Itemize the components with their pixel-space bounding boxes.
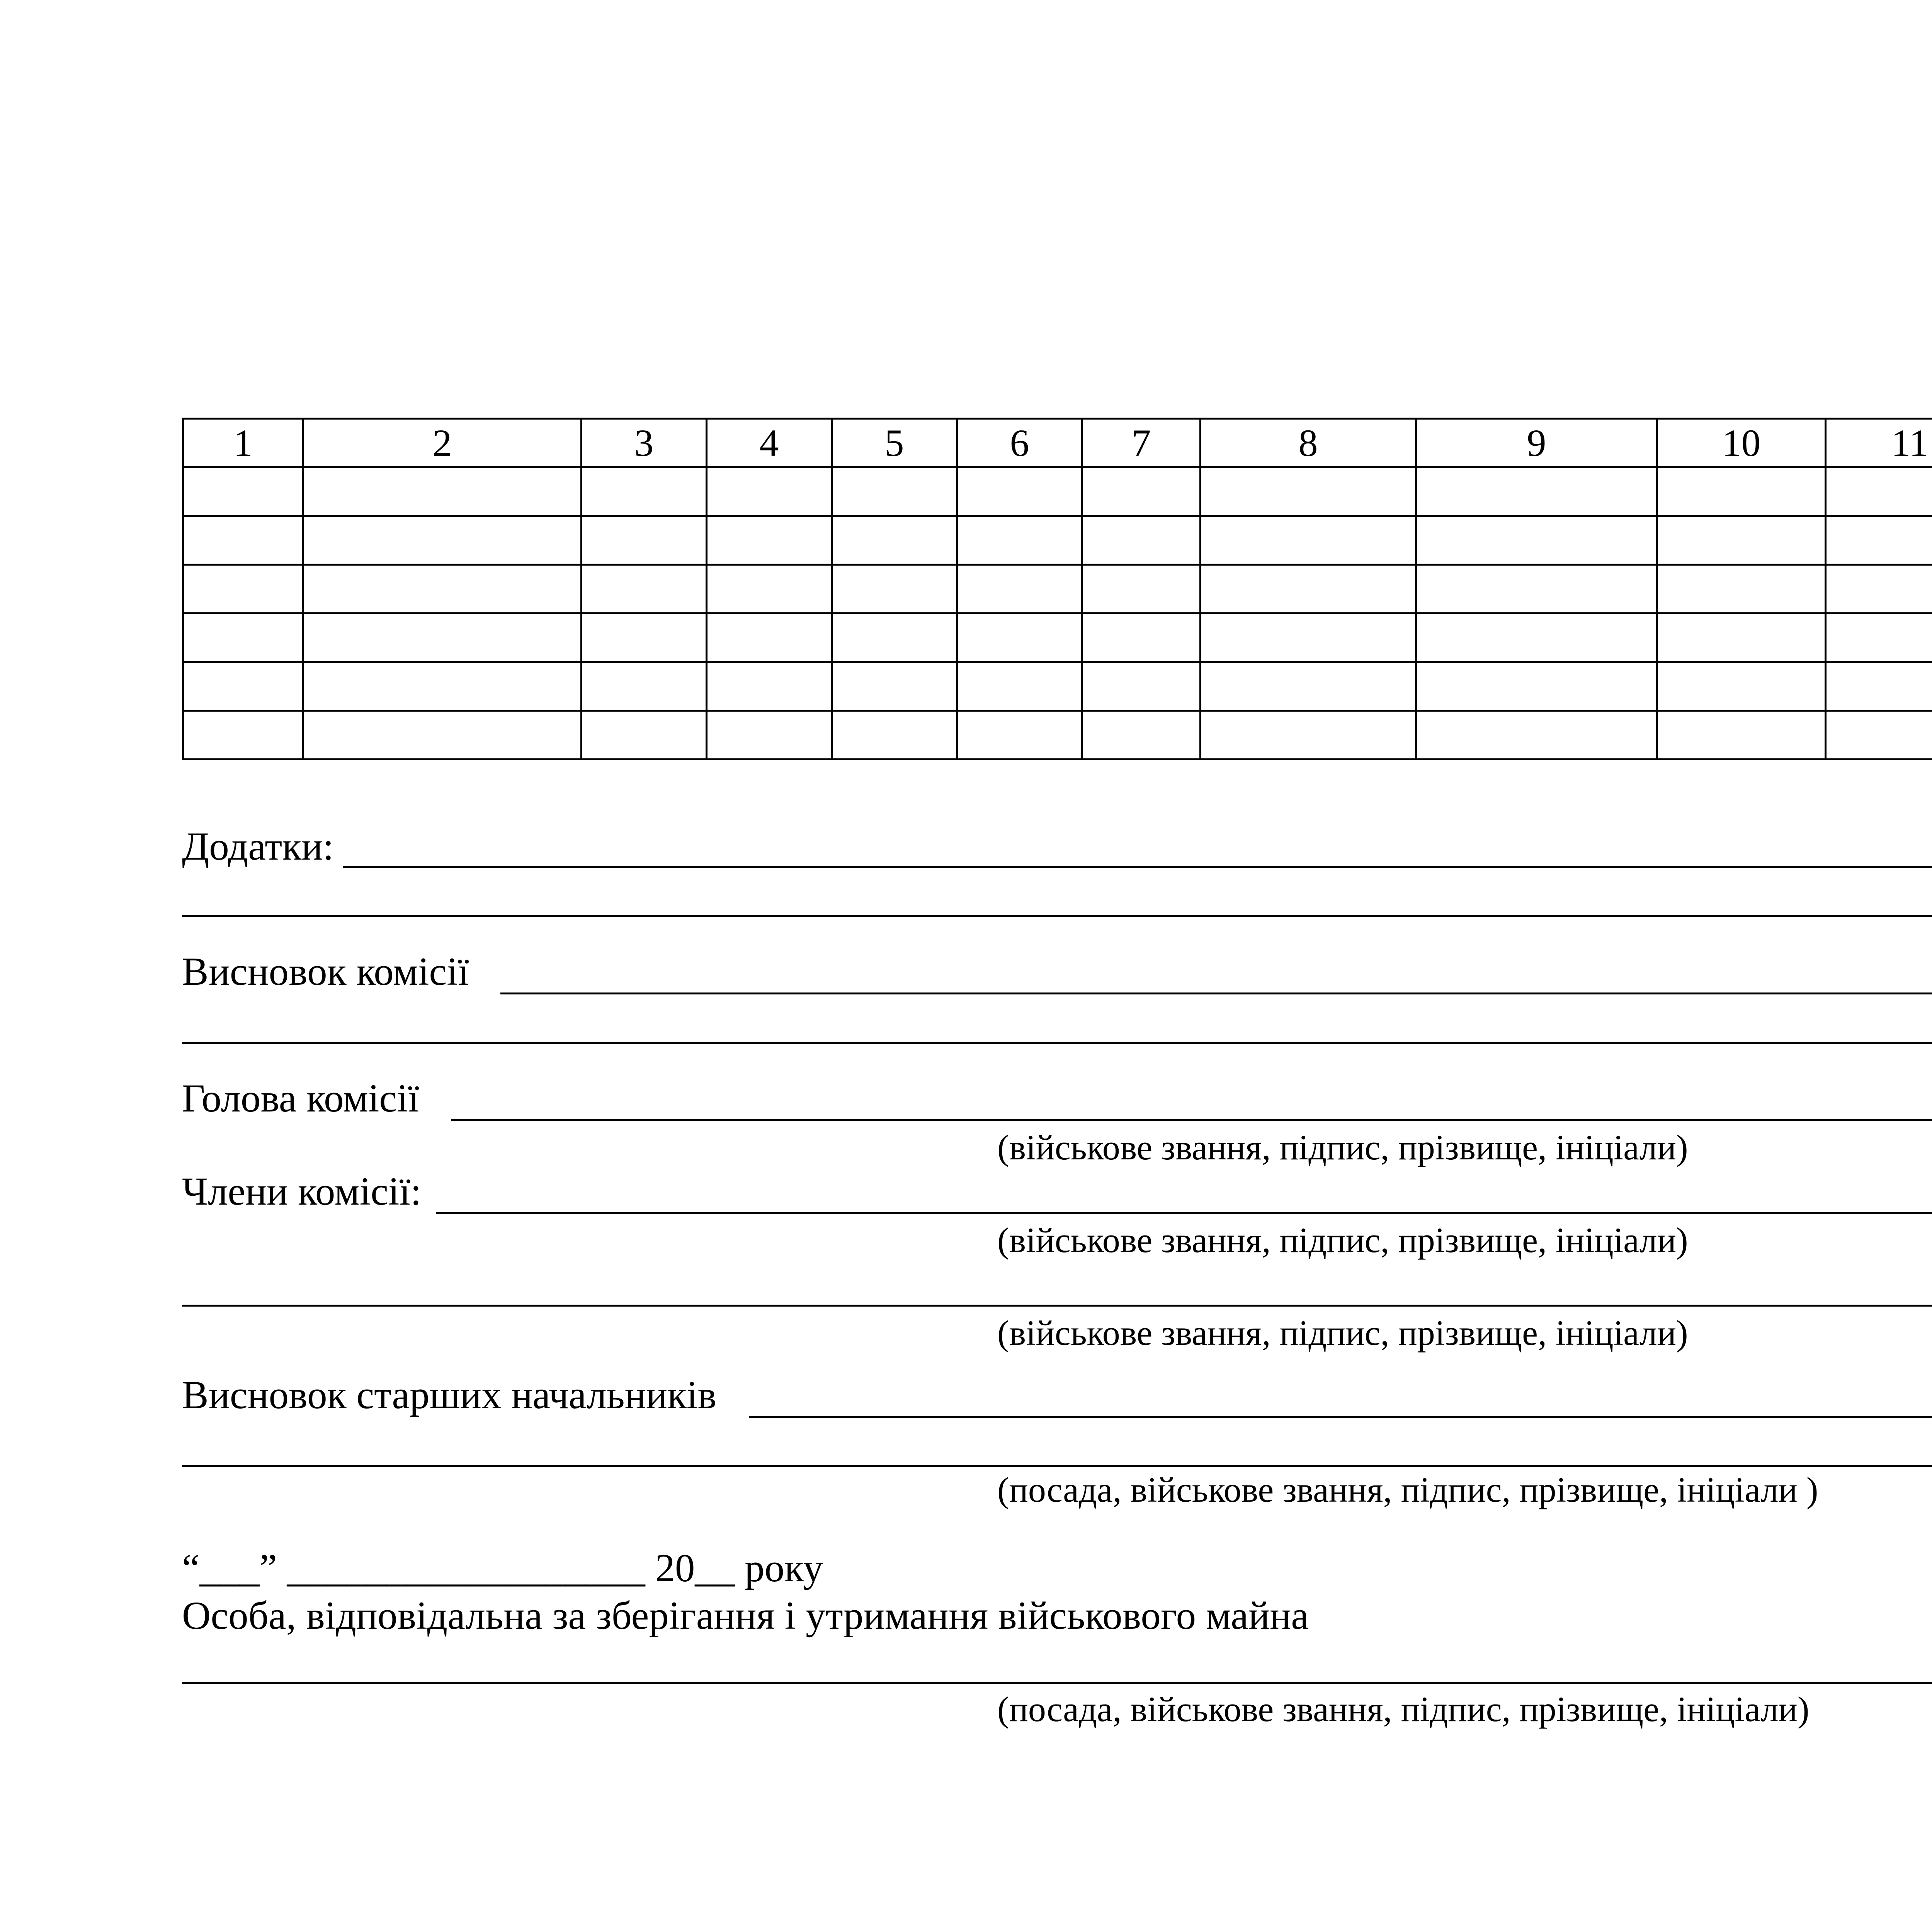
- table-cell[interactable]: [303, 614, 582, 662]
- table-row: [183, 565, 1932, 614]
- table-cell[interactable]: [582, 467, 707, 516]
- commission-head-caption: (військове звання, підпис, прізвище, ініціали): [997, 1128, 1688, 1167]
- table-cell[interactable]: [832, 711, 957, 760]
- table-cell[interactable]: [832, 662, 957, 711]
- commission-conclusion-line[interactable]: [500, 992, 1932, 994]
- table-cell[interactable]: [303, 711, 582, 760]
- table-cell[interactable]: [707, 614, 832, 662]
- table-cell[interactable]: [957, 662, 1082, 711]
- commission-member-2-caption: (військове звання, підпис, прізвище, ініціали): [997, 1313, 1688, 1353]
- table-cell[interactable]: [183, 711, 303, 760]
- table-cell[interactable]: [1826, 467, 1932, 516]
- table-row: [183, 516, 1932, 565]
- attachments-line-2[interactable]: [182, 915, 1932, 917]
- table-cell[interactable]: [832, 516, 957, 565]
- data-table: [182, 418, 1932, 760]
- table-cell[interactable]: [1082, 614, 1201, 662]
- table-row: [183, 711, 1932, 760]
- senior-chiefs-conclusion-label: Висновок старших начальників: [182, 1373, 717, 1417]
- table-cell[interactable]: [1826, 662, 1932, 711]
- table-header-cell: 7: [1082, 419, 1201, 467]
- date-line[interactable]: “___” __________________ 20__ року: [182, 1546, 823, 1590]
- commission-head-signature-line[interactable]: [451, 1119, 1932, 1121]
- table-cell[interactable]: [183, 565, 303, 614]
- table-header-cell: 11: [1826, 419, 1932, 467]
- table-cell[interactable]: [1082, 565, 1201, 614]
- table-cell[interactable]: [1082, 662, 1201, 711]
- responsible-person-signature-line[interactable]: [182, 1682, 1932, 1684]
- table-cell[interactable]: [1082, 516, 1201, 565]
- table-cell[interactable]: [957, 565, 1082, 614]
- senior-chiefs-caption: (посада, військове звання, підпис, прізвище, ініціали ): [997, 1470, 1818, 1509]
- commission-member-1-caption: (військове звання, підпис, прізвище, ініціали): [997, 1220, 1688, 1260]
- table-body: [183, 467, 1932, 760]
- table-cell[interactable]: [1657, 516, 1826, 565]
- table-header-cell: 8: [1201, 419, 1416, 467]
- table-cell[interactable]: [1657, 467, 1826, 516]
- senior-chiefs-signature-line[interactable]: [182, 1465, 1932, 1467]
- table-cell[interactable]: [183, 614, 303, 662]
- table-header-cell: 1: [183, 419, 303, 467]
- table-cell[interactable]: [582, 614, 707, 662]
- table-cell[interactable]: [1082, 467, 1201, 516]
- table-cell[interactable]: [1416, 516, 1657, 565]
- table-cell[interactable]: [582, 516, 707, 565]
- table-header-cell: 4: [707, 419, 832, 467]
- table-header-cell: 9: [1416, 419, 1657, 467]
- table-cell[interactable]: [1416, 467, 1657, 516]
- table-cell[interactable]: [1657, 711, 1826, 760]
- table-cell[interactable]: [1416, 711, 1657, 760]
- table-cell[interactable]: [183, 467, 303, 516]
- table-cell[interactable]: [582, 565, 707, 614]
- table-cell[interactable]: [707, 662, 832, 711]
- table-cell[interactable]: [303, 662, 582, 711]
- table-cell[interactable]: [832, 467, 957, 516]
- table-cell[interactable]: [957, 711, 1082, 760]
- table-cell[interactable]: [707, 516, 832, 565]
- table-cell[interactable]: [1657, 662, 1826, 711]
- table-row: [183, 467, 1932, 516]
- table-cell[interactable]: [957, 467, 1082, 516]
- table-header-cell: 2: [303, 419, 582, 467]
- table-cell[interactable]: [582, 711, 707, 760]
- table-row: [183, 662, 1932, 711]
- table-cell[interactable]: [303, 467, 582, 516]
- table-cell[interactable]: [582, 662, 707, 711]
- table-cell[interactable]: [1826, 516, 1932, 565]
- table-cell[interactable]: [1082, 711, 1201, 760]
- table-header-cell: 6: [957, 419, 1082, 467]
- table-cell[interactable]: [832, 614, 957, 662]
- commission-conclusion-label: Висновок комісії: [182, 950, 469, 994]
- table-row: [183, 614, 1932, 662]
- table-header-cell: 10: [1657, 419, 1826, 467]
- commission-members-label: Члени комісії:: [182, 1169, 422, 1213]
- table-cell[interactable]: [183, 516, 303, 565]
- table-cell[interactable]: [1416, 565, 1657, 614]
- table-cell[interactable]: [1201, 565, 1416, 614]
- table-header-row: [183, 419, 1932, 467]
- table-cell[interactable]: [707, 711, 832, 760]
- responsible-person-label: Особа, відповідальна за зберігання і утримання військового майна: [182, 1594, 1309, 1638]
- table-cell[interactable]: [1201, 614, 1416, 662]
- table-cell[interactable]: [1201, 711, 1416, 760]
- table-cell[interactable]: [957, 614, 1082, 662]
- table-cell[interactable]: [1201, 662, 1416, 711]
- table-cell[interactable]: [1201, 516, 1416, 565]
- table-cell[interactable]: [1657, 565, 1826, 614]
- commission-member-1-signature-line[interactable]: [436, 1212, 1932, 1214]
- attachments-line[interactable]: [343, 866, 1932, 868]
- senior-chiefs-conclusion-line[interactable]: [749, 1416, 1932, 1418]
- table-header-cell: 3: [582, 419, 707, 467]
- table-cell[interactable]: [303, 516, 582, 565]
- table-cell[interactable]: [957, 516, 1082, 565]
- table-cell[interactable]: [1416, 662, 1657, 711]
- table-cell[interactable]: [1657, 614, 1826, 662]
- table-cell[interactable]: [303, 565, 582, 614]
- commission-head-label: Голова комісії: [182, 1076, 419, 1120]
- commission-conclusion-line-2[interactable]: [182, 1042, 1932, 1044]
- attachments-label: Додатки:: [182, 824, 334, 868]
- table-cell[interactable]: [183, 662, 303, 711]
- table-cell[interactable]: [1826, 711, 1932, 760]
- table-cell[interactable]: [707, 467, 832, 516]
- table-cell[interactable]: [1826, 614, 1932, 662]
- table-cell[interactable]: [1416, 614, 1657, 662]
- table-header-cell: 5: [832, 419, 957, 467]
- responsible-person-caption: (посада, військове звання, підпис, прізвище, ініціали): [997, 1689, 1810, 1729]
- table-cell[interactable]: [832, 565, 957, 614]
- table-cell[interactable]: [1201, 467, 1416, 516]
- table-cell[interactable]: [707, 565, 832, 614]
- table-cell[interactable]: [1826, 565, 1932, 614]
- commission-member-2-signature-line[interactable]: [182, 1305, 1932, 1307]
